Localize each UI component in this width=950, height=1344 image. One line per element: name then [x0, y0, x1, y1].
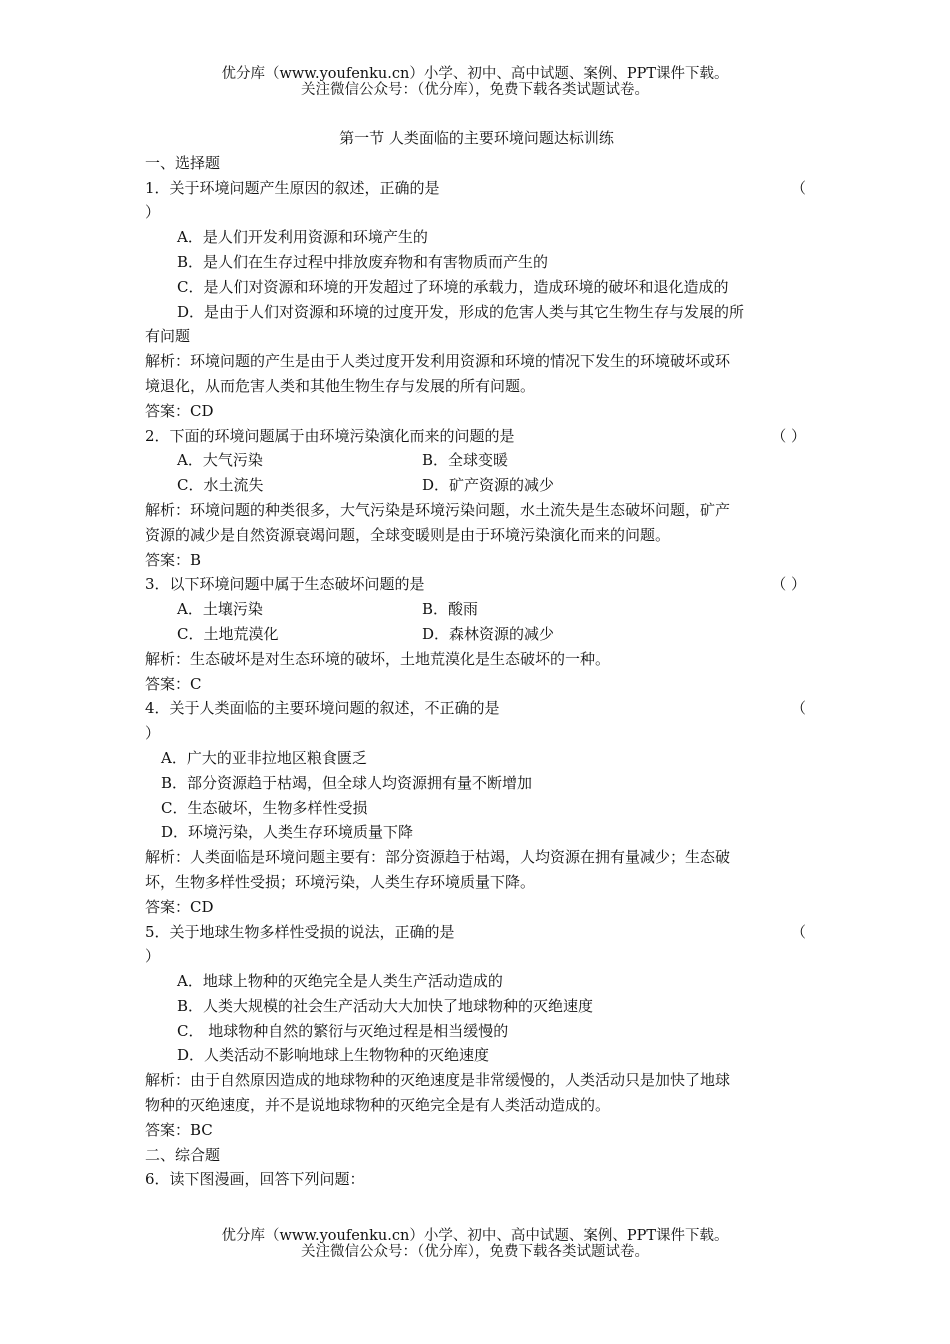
question-6-stem: 6．读下图漫画，回答下列问题： [145, 1170, 365, 1189]
document-body [145, 126, 808, 1192]
question-2-stem [145, 424, 808, 449]
question-2-option-a: A．大气污染 [177, 451, 263, 470]
page-title: 第一节 人类面临的主要环境问题达标训练 [339, 129, 614, 147]
page-header [0, 66, 950, 98]
question-5-text: 5．关于地球生物多样性受损的说法，正确的是 [145, 922, 455, 941]
question-2-explanation-2: 资源的减少是自然资源衰竭问题，全球变暖则是由于环境污染演化而来的问题。 [145, 525, 671, 544]
question-3-stem [145, 572, 808, 597]
question-4-option-d: D．环境污染，人类生存环境质量下降 [161, 823, 414, 842]
question-5-explanation-1: 解析：由于自然原因造成的地球物种的灭绝速度是非常缓慢的，人类活动只是加快了地球 [145, 1071, 731, 1090]
question-2-explanation-1: 解析：环境问题的种类很多，大气污染是环境污染问题，水土流失是生态破坏问题，矿产 [145, 500, 731, 519]
question-2-options-row-1 [145, 448, 808, 473]
question-4-paren-open: （ [790, 699, 806, 718]
question-3-option-b: B．酸雨 [422, 600, 479, 619]
question-2-option-d: D．矿产资源的减少 [422, 476, 555, 495]
section-heading-comprehensive: 二、综合题 [145, 1145, 221, 1164]
question-2-options-row-2 [145, 473, 808, 498]
section-heading-choice: 一、选择题 [145, 153, 221, 172]
footer-line-1: 优分库（www.youfenku.cn）小学、初中、高中试题、案例、PPT课件下载。 [221, 1228, 729, 1244]
question-4-stem [145, 696, 808, 721]
question-3-text: 3．以下环境问题中属于生态破坏问题的是 [145, 575, 425, 594]
question-5-paren-close: ） [145, 947, 161, 966]
question-3-option-a: A．土壤污染 [177, 600, 263, 619]
question-1-paren-open: （ [790, 178, 806, 197]
question-5-paren-open: （ [790, 922, 806, 941]
question-5-option-d: D．人类活动不影响地球上生物物种的灭绝速度 [177, 1046, 490, 1065]
question-1-paren-close: ） [145, 203, 161, 222]
question-1-option-d-cont: 有问题 [145, 327, 191, 346]
question-5-explanation-2: 物种的灭绝速度，并不是说地球物种的灭绝完全是有人类活动造成的。 [145, 1096, 611, 1115]
question-2-option-c: C．水土流失 [177, 476, 264, 495]
question-4-explanation-2: 坏，生物多样性受损；环境污染，人类生存环境质量下降。 [145, 872, 536, 891]
header-line-1: 优分库（www.youfenku.cn）小学、初中、高中试题、案例、PPT课件下载。 [221, 66, 729, 82]
question-3-option-c: C．土地荒漠化 [177, 624, 279, 643]
question-5-stem [145, 920, 808, 945]
footer-line-2: 关注微信公众号：（优分库），免费下载各类试题试卷。 [301, 1244, 649, 1260]
question-1-explanation-1: 解析：环境问题的产生是由于人类过度开发利用资源和环境的情况下发生的环境破坏或环 [145, 352, 731, 371]
question-4-text: 4．关于人类面临的主要环境问题的叙述，不正确的是 [145, 699, 500, 718]
question-3-options-row-2 [145, 622, 808, 647]
question-3-answer: 答案：C [145, 674, 202, 693]
question-1-explanation-2: 境退化，从而危害人类和其他生物生存与发展的所有问题。 [145, 376, 536, 395]
question-3-option-d: D．森林资源的减少 [422, 624, 555, 643]
question-5-option-c: C． 地球物种自然的繁衍与灭绝过程是相当缓慢的 [177, 1021, 509, 1040]
question-5-answer: 答案：BC [145, 1120, 213, 1139]
question-4-answer: 答案：CD [145, 897, 214, 916]
question-2-text: 2．下面的环境问题属于由环境污染演化而来的问题的是 [145, 426, 515, 445]
question-1-option-d: D．是由于人们对资源和环境的过度开发，形成的危害人类与其它生物生存与发展的所 [177, 302, 745, 321]
question-1-option-a: A．是人们开发利用资源和环境产生的 [177, 228, 428, 247]
question-4-option-a: A．广大的亚非拉地区粮食匮乏 [161, 748, 367, 767]
question-3-explanation: 解析：生态破坏是对生态环境的破坏，土地荒漠化是生态破坏的一种。 [145, 649, 611, 668]
question-3-paren: （ ） [771, 575, 806, 594]
question-4-paren-close: ） [145, 724, 161, 743]
question-4-option-c: C．生态破坏，生物多样性受损 [161, 798, 368, 817]
question-1-stem [145, 176, 808, 201]
question-1-text: 1．关于环境问题产生原因的叙述，正确的是 [145, 178, 440, 197]
question-5-option-a: A．地球上物种的灭绝完全是人类生产活动造成的 [177, 972, 503, 991]
page-footer [0, 1228, 950, 1260]
question-3-options-row-1 [145, 597, 808, 622]
question-1-answer: 答案：CD [145, 401, 214, 420]
question-5-option-b: B．人类大规模的社会生产活动大大加快了地球物种的灭绝速度 [177, 996, 594, 1015]
question-1-option-c: C．是人们对资源和环境的开发超过了环境的承载力，造成环境的破坏和退化造成的 [177, 277, 729, 296]
question-1-option-b: B．是人们在生存过程中排放废弃物和有害物质而产生的 [177, 252, 549, 271]
header-line-2: 关注微信公众号：（优分库），免费下载各类试题试卷。 [301, 82, 649, 98]
question-2-paren: （ ） [771, 426, 806, 445]
question-4-option-b: B．部分资源趋于枯竭，但全球人均资源拥有量不断增加 [161, 773, 533, 792]
question-2-option-b: B．全球变暖 [422, 451, 509, 470]
question-2-answer: 答案：B [145, 550, 202, 569]
question-4-explanation-1: 解析：人类面临是环境问题主要有：部分资源趋于枯竭，人均资源在拥有量减少；生态破 [145, 848, 731, 867]
